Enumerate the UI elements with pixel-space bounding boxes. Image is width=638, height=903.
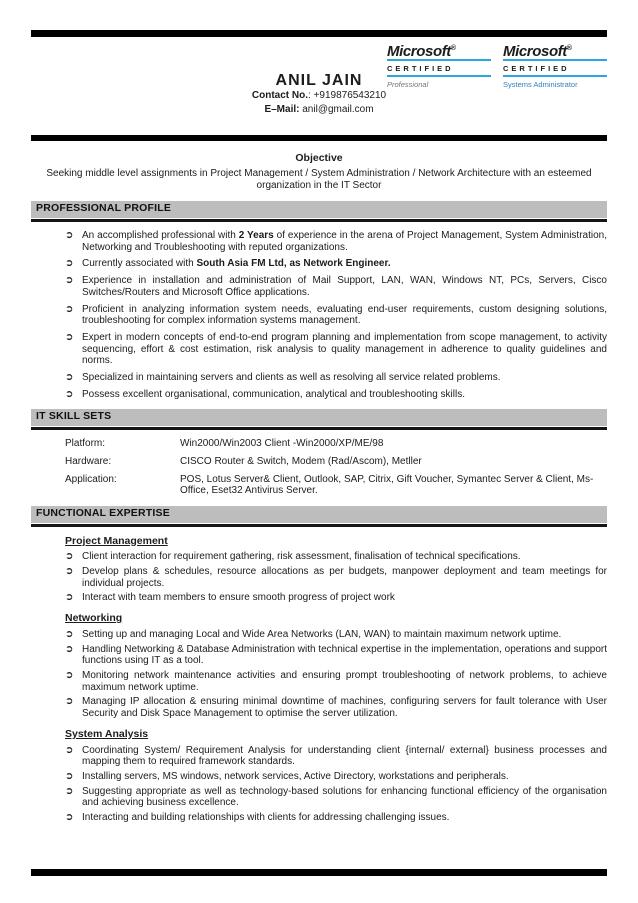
bullet-text: An accomplished professional with 2 Years of experience in the arena of Project Management, System Administration, Networking and Troubleshooting with reputed organizations. bbox=[82, 230, 607, 253]
registered-mark-icon: ® bbox=[450, 45, 456, 52]
section-header-it-skill-sets: IT SKILL SETS bbox=[31, 409, 607, 426]
brand-text: Microsoft bbox=[387, 43, 451, 60]
contact-value: : +919876543210 bbox=[307, 89, 387, 101]
microsoft-certified-professional-logo bbox=[387, 43, 491, 91]
skill-row bbox=[65, 438, 607, 450]
bullet-item bbox=[65, 275, 607, 298]
section-underline bbox=[31, 219, 607, 222]
certification-subtitle: Systems Administrator bbox=[503, 80, 578, 90]
bullet-text: Interact with team members to ensure smooth progress of project work bbox=[82, 592, 395, 604]
bullet-item bbox=[65, 230, 607, 253]
bullet-text: Setting up and managing Local and Wide Area Networks (LAN, WAN) to maintain maximum network uptime. bbox=[82, 628, 562, 640]
bullet-text: Proficient in analyzing information system needs, evaluating end-user requirements, custom designing solutions, troubleshooting for complex information systems management. bbox=[82, 303, 607, 327]
bullet-item bbox=[65, 389, 607, 401]
bullet-arrow-icon: ➲ bbox=[65, 628, 74, 640]
bullet-text: Monitoring network maintenance activities and ensuring prompt troubleshooting of network problems, to achieve maximum network uptime. bbox=[82, 669, 607, 693]
contact-number-line bbox=[31, 90, 607, 102]
objective-section bbox=[31, 153, 607, 192]
skill-label: Platform: bbox=[65, 438, 106, 450]
bullet-arrow-icon: ➲ bbox=[65, 812, 74, 824]
section-underline bbox=[31, 427, 607, 430]
bullet-item bbox=[65, 551, 607, 563]
bullet-item bbox=[65, 629, 607, 641]
professional-profile-section bbox=[31, 201, 607, 400]
expertise-subsection bbox=[31, 613, 607, 720]
microsoft-wordmark bbox=[387, 43, 491, 58]
email-value: anil@gmail.com bbox=[302, 104, 374, 116]
bullet-item bbox=[65, 670, 607, 693]
section-header-professional-profile: PROFESSIONAL PROFILE bbox=[31, 201, 607, 218]
skill-label: Hardware: bbox=[65, 455, 112, 467]
bullet-text: Handling Networking & Database Administration with technical expertise in the implementation, operations and support functions using IT as a tool. bbox=[82, 643, 607, 667]
skill-row bbox=[65, 474, 607, 497]
brand-text: Microsoft bbox=[503, 43, 567, 60]
certified-banner: CERTIFIED bbox=[387, 59, 491, 78]
email-line bbox=[31, 104, 607, 116]
bullet-text: Currently associated with South Asia FM Ltd, as Network Engineer. bbox=[82, 258, 391, 270]
skill-value: POS, Lotus Server& Client, Outlook, SAP, Citrix, Gift Voucher, Symantec Server & Client, Ms-Office, Eset32 Antivirus Server. bbox=[180, 473, 594, 497]
functional-expertise-section bbox=[31, 506, 607, 824]
bullet-arrow-icon: ➲ bbox=[65, 388, 74, 400]
bullet-arrow-icon: ➲ bbox=[65, 230, 74, 241]
bullet-text: Coordinating System/ Requirement Analysis for understanding client {internal/ external} business processes and mapping them to required framework standards. bbox=[82, 744, 607, 768]
section-underline bbox=[31, 524, 607, 527]
bullet-arrow-icon: ➲ bbox=[65, 303, 74, 315]
bullet-arrow-icon: ➲ bbox=[65, 551, 74, 563]
objective-text: Seeking middle level assignments in Project Management / System Administration / Network Architecture with an esteemed organization in the IT Sector bbox=[46, 167, 592, 191]
bullet-item bbox=[65, 258, 607, 270]
bullet-arrow-icon: ➲ bbox=[65, 566, 74, 578]
registered-mark-icon: ® bbox=[566, 45, 572, 52]
bullet-arrow-icon: ➲ bbox=[65, 372, 74, 384]
section-header-functional-expertise: FUNCTIONAL EXPERTISE bbox=[31, 506, 607, 523]
header bbox=[31, 37, 607, 129]
bullet-arrow-icon: ➲ bbox=[65, 331, 74, 343]
expertise-subsection bbox=[31, 729, 607, 824]
bullet-text: Client interaction for requirement gathering, risk assessment, finalisation of technical specifications. bbox=[82, 551, 521, 563]
contact-label: Contact No. bbox=[251, 89, 308, 101]
certification-logos bbox=[387, 43, 607, 91]
objective-heading: Objective bbox=[295, 152, 343, 164]
bullet-arrow-icon: ➲ bbox=[65, 785, 74, 797]
bullet-text: Expert in modern concepts of end-to-end program planning and implementation from scope management, to activity sequencing, effort & cost estimation, risk analysis to quality management in adherence to quality guidelines and norms. bbox=[82, 331, 607, 367]
bullet-arrow-icon: ➲ bbox=[65, 696, 74, 708]
it-skill-rows bbox=[31, 438, 607, 497]
bullet-item bbox=[65, 304, 607, 327]
certification-subtitle: Professional bbox=[387, 80, 429, 90]
bullet-text: Managing IP allocation & ensuring minimal downtime of machines, configuring servers for fault tolerance with User Security and Disk Space Management to optimise the server utilization. bbox=[82, 696, 607, 720]
bullet-arrow-icon: ➲ bbox=[65, 744, 74, 756]
header-divider-rule bbox=[31, 135, 607, 141]
bullet-text: Interacting and building relationships with clients for addressing challenging issues. bbox=[82, 812, 450, 824]
expertise-subsection bbox=[31, 536, 607, 605]
bullet-arrow-icon: ➲ bbox=[65, 643, 74, 655]
bottom-rule bbox=[31, 869, 607, 876]
bullet-item bbox=[65, 644, 607, 667]
top-rule bbox=[31, 30, 607, 37]
email-label: E–Mail: bbox=[264, 104, 300, 116]
bullet-arrow-icon: ➲ bbox=[65, 258, 74, 270]
bullet-item bbox=[65, 592, 607, 604]
bullet-item bbox=[65, 745, 607, 768]
subsection-title: Networking bbox=[65, 612, 123, 625]
bullet-arrow-icon: ➲ bbox=[65, 770, 74, 782]
bullet-text: Possess excellent organisational, communication, analytical and troubleshooting skills. bbox=[82, 388, 465, 400]
bullet-arrow-icon: ➲ bbox=[65, 669, 74, 681]
bullet-arrow-icon: ➲ bbox=[65, 275, 74, 287]
professional-profile-list bbox=[31, 230, 607, 400]
bullet-item bbox=[65, 696, 607, 719]
functional-expertise-body bbox=[31, 536, 607, 824]
bullet-text: Suggesting appropriate as well as technology-based solutions for enhancing functional efficiency of the organisation and achieving business excellence. bbox=[82, 785, 607, 809]
subsection-title: System Analysis bbox=[65, 727, 149, 740]
bullet-item bbox=[65, 771, 607, 783]
candidate-name: ANIL JAIN bbox=[275, 72, 363, 89]
bullet-item bbox=[65, 372, 607, 384]
bullet-item bbox=[65, 332, 607, 367]
bullet-item bbox=[65, 812, 607, 824]
skill-row bbox=[65, 456, 607, 468]
bullet-text: Experience in installation and administration of Mail Support, LAN, WAN, Windows NT, PCs, Servers, Cisco Switches/Routers and Microsoft Office applications. bbox=[82, 275, 607, 298]
it-skill-sets-section bbox=[31, 409, 607, 497]
microsoft-wordmark bbox=[503, 43, 607, 58]
bullet-text: Develop plans & schedules, resource allocations as per budgets, manpower deployment and team meetings for individual projects. bbox=[82, 566, 607, 589]
subsection-title: Project Management bbox=[65, 534, 168, 547]
certified-banner: CERTIFIED bbox=[503, 59, 607, 78]
bullet-item bbox=[65, 566, 607, 589]
bullet-text: Specialized in maintaining servers and clients as well as resolving all service related problems. bbox=[82, 372, 501, 384]
skill-label: Application: bbox=[65, 473, 117, 485]
bullet-arrow-icon: ➲ bbox=[65, 592, 74, 604]
bullet-item bbox=[65, 786, 607, 809]
skill-value: Win2000/Win2003 Client -Win2000/XP/ME/98 bbox=[180, 438, 384, 450]
microsoft-certified-systems-administrator-logo bbox=[503, 43, 607, 91]
bullet-text: Installing servers, MS windows, network services, Active Directory, workstations and peripherals. bbox=[82, 770, 509, 782]
skill-value: CISCO Router & Switch, Modem (Rad/Ascom), Metller bbox=[180, 455, 422, 467]
